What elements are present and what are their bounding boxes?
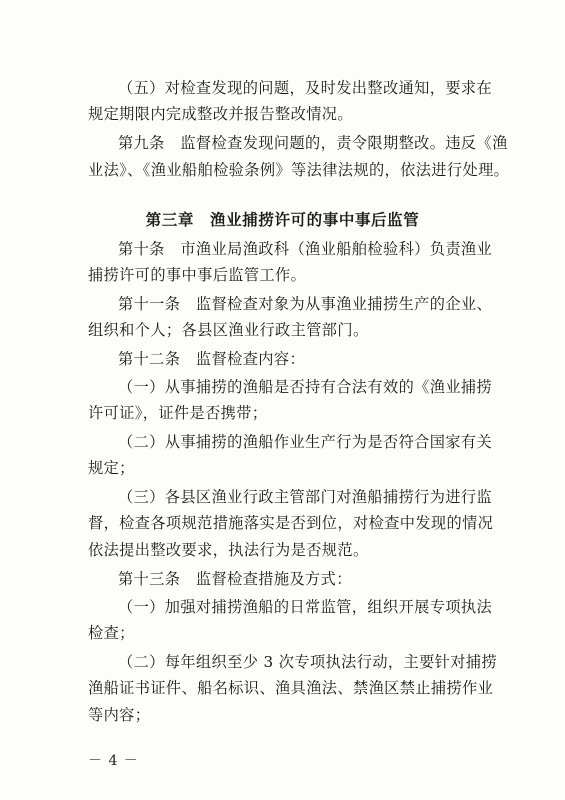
article-13-item-1-line-1: （一）加强对捕捞渔船的日常监管，组织开展专项执法 <box>118 598 493 616</box>
article-12-item-2-line-2: 规定； <box>88 459 135 477</box>
article-13-line-1: 第十三条 监督检查措施及方式： <box>118 570 352 588</box>
article-11-line-1: 第十一条 监督检查对象为从事渔业捕捞生产的企业、 <box>118 295 493 313</box>
article-9-line-2: 业法》、《渔业船舶检验条例》等法律法规的，依法进行处理。 <box>88 161 510 179</box>
article-13-item-2-line-1: （二）每年组织至少 3 次专项执法行动，主要针对捕捞 <box>118 653 498 671</box>
article-9-line-1: 第九条 监督检查发现问题的，责令限期整改。违反《渔 <box>118 134 508 152</box>
chapter-heading: 第三章 渔业捕捞许可的事中事后监管 <box>145 211 420 229</box>
article-10-line-2: 捕捞许可的事中事后监管工作。 <box>88 266 307 284</box>
article-12-item-3-line-2: 督，检查各项规范措施落实是否到位，对检查中发现的情况 <box>88 514 494 532</box>
article-12-item-3-line-1: （三）各县区渔业行政主管部门对渔船捕捞行为进行监 <box>118 488 493 506</box>
article-12-item-1-line-1: （一）从事捕捞的渔船是否持有合法有效的《渔业捕捞 <box>118 378 493 396</box>
article-12-item-3-line-3: 依法提出整改要求，执法行为是否规范。 <box>88 541 369 559</box>
article-12-item-1-line-2: 许可证》，证件是否携带； <box>88 404 268 422</box>
article-13-item-2-line-2: 渔船证书证件、船名标识、渔具渔法、禁渔区禁止捕捞作业 <box>88 679 494 697</box>
article-12-line-1: 第十二条 监督检查内容： <box>118 350 306 368</box>
item-5-line-1: （五）对检查发现的问题，及时发出整改通知，要求在 <box>118 79 493 97</box>
article-12-item-2-line-1: （二）从事捕捞的渔船作业生产行为是否符合国家有关 <box>118 433 493 451</box>
article-13-item-2-line-3: 等内容； <box>88 706 151 724</box>
article-11-line-2: 组织和个人；各县区渔业行政主管部门。 <box>88 321 369 339</box>
article-13-item-1-line-2: 检查； <box>88 624 135 642</box>
item-5-line-2: 规定期限内完成整改并报告整改情况。 <box>88 105 353 123</box>
page-number: － 4 － <box>88 753 139 769</box>
article-10-line-1: 第十条 市渔业局渔政科（渔业船舶检验科）负责渔业 <box>118 240 493 258</box>
